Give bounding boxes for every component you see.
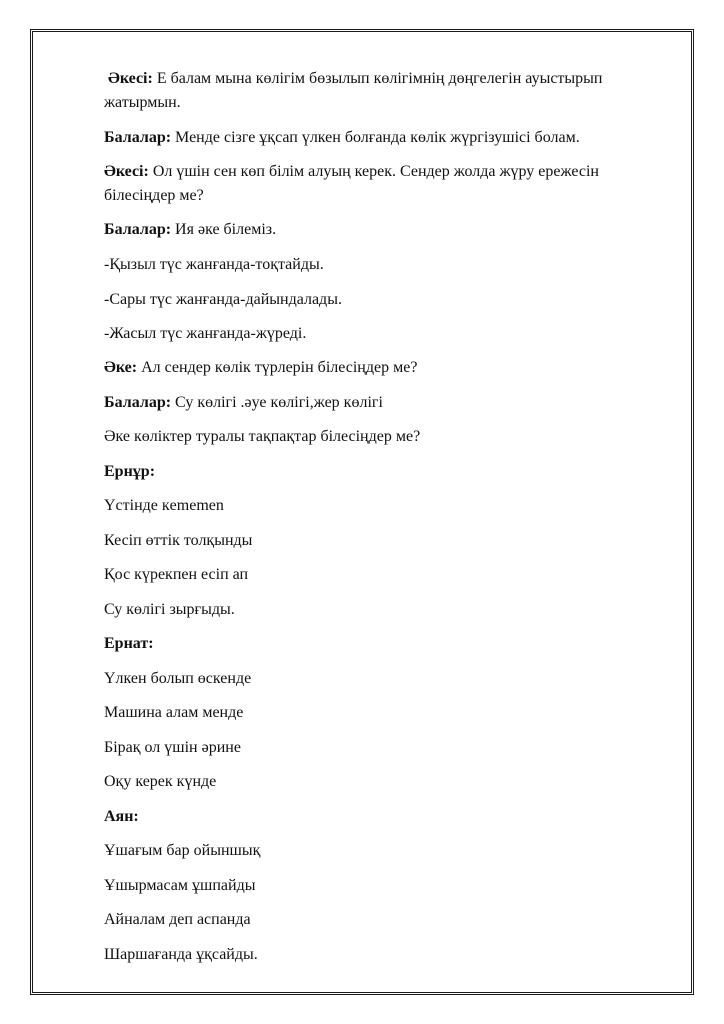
paragraph-text: жатырмын. — [104, 94, 181, 111]
paragraph-22 — [104, 840, 260, 862]
paragraph-text: Ұшағым бар ойыншық — [104, 842, 261, 859]
paragraph-12 — [104, 495, 224, 517]
paragraph-21 — [104, 806, 139, 828]
paragraph-text: Ол үшін сен көп білім алуың керек. Сендер жолда жүру ережесін — [148, 163, 599, 180]
paragraph-text: Әке көліктер туралы тақпақтар білесіңдер ме? — [104, 428, 421, 445]
paragraph-9 — [104, 392, 383, 414]
speaker-label: Аян: — [104, 808, 139, 825]
paragraph-8 — [104, 357, 417, 379]
paragraph-5 — [104, 254, 324, 276]
paragraph-20 — [104, 771, 216, 793]
paragraph-text: Ия әке білеміз. — [171, 221, 277, 238]
paragraph-24 — [104, 909, 251, 931]
paragraph-text: Машина алам менде — [104, 704, 244, 721]
paragraph-25 — [104, 944, 258, 966]
paragraph-13 — [104, 530, 252, 552]
paragraph-text: Су көлігі зырғыды. — [104, 601, 235, 618]
speaker-label: Ернұр: — [104, 463, 156, 480]
paragraph-10 — [104, 426, 420, 448]
paragraph-1 — [104, 68, 602, 90]
paragraph-23 — [104, 875, 255, 897]
paragraph-text: Қос күрекпен есіп ап — [104, 566, 249, 583]
paragraph-text: Кесіп өттік толқынды — [104, 532, 253, 549]
speaker-label: Балалар: — [104, 129, 172, 146]
speaker-label: Балалар: — [104, 394, 172, 411]
paragraph-4 — [104, 219, 276, 241]
paragraph-3 — [104, 161, 599, 183]
speaker-label: Әке: — [104, 359, 138, 376]
paragraph-text: Айналам деп аспанда — [104, 911, 251, 928]
paragraph-6 — [104, 289, 342, 311]
speaker-label: Әкесі: — [108, 70, 153, 87]
paragraph-text: Су көлігі .әуе көлігі,жер көлігі — [171, 394, 383, 411]
paragraph-19 — [104, 737, 241, 759]
paragraph-text: Үстінде кememen — [104, 497, 224, 514]
paragraph-text: -Жасыл түс жанғанда-жүреді. — [104, 325, 307, 342]
paragraph-text: -Сары түс жанғанда-дайындалады. — [104, 291, 342, 308]
paragraph-text: білесіңдер ме? — [104, 187, 204, 204]
paragraph-17 — [104, 668, 251, 690]
paragraph-text: -Қызыл түс жанғанда-тоқтайды. — [104, 256, 324, 273]
paragraph-text: Менде сізге ұқсап үлкен болғанда көлік жүргізушісі болам. — [171, 129, 580, 146]
paragraph-text: Шаршағанда ұқсайды. — [104, 946, 258, 963]
paragraph-16 — [104, 633, 154, 655]
paragraph-15 — [104, 599, 235, 621]
paragraph-1-continuation — [104, 92, 181, 114]
paragraph-14 — [104, 564, 248, 586]
speaker-label: Әкесі: — [104, 163, 149, 180]
paragraph-11 — [104, 461, 155, 483]
paragraph-text: Бірақ ол үшін әрине — [104, 739, 241, 756]
paragraph-18 — [104, 702, 243, 724]
paragraph-7 — [104, 323, 306, 345]
paragraph-text: Ұшырмасам ұшпайды — [104, 877, 256, 894]
speaker-label: Ернат: — [104, 635, 154, 652]
paragraph-3-continuation — [104, 185, 204, 207]
paragraph-text: Оқу керек күнде — [104, 773, 217, 790]
speaker-label: Балалар: — [104, 221, 172, 238]
paragraph-text: Үлкен болып өскенде — [104, 670, 252, 687]
paragraph-text: Е балам мына көлігім бөзылып көлігімнің дөңгелегін ауыстырып — [152, 70, 603, 87]
paragraph-text: Ал сендер көлік түрлерін білесіңдер ме? — [137, 359, 418, 376]
paragraph-2 — [104, 127, 580, 149]
